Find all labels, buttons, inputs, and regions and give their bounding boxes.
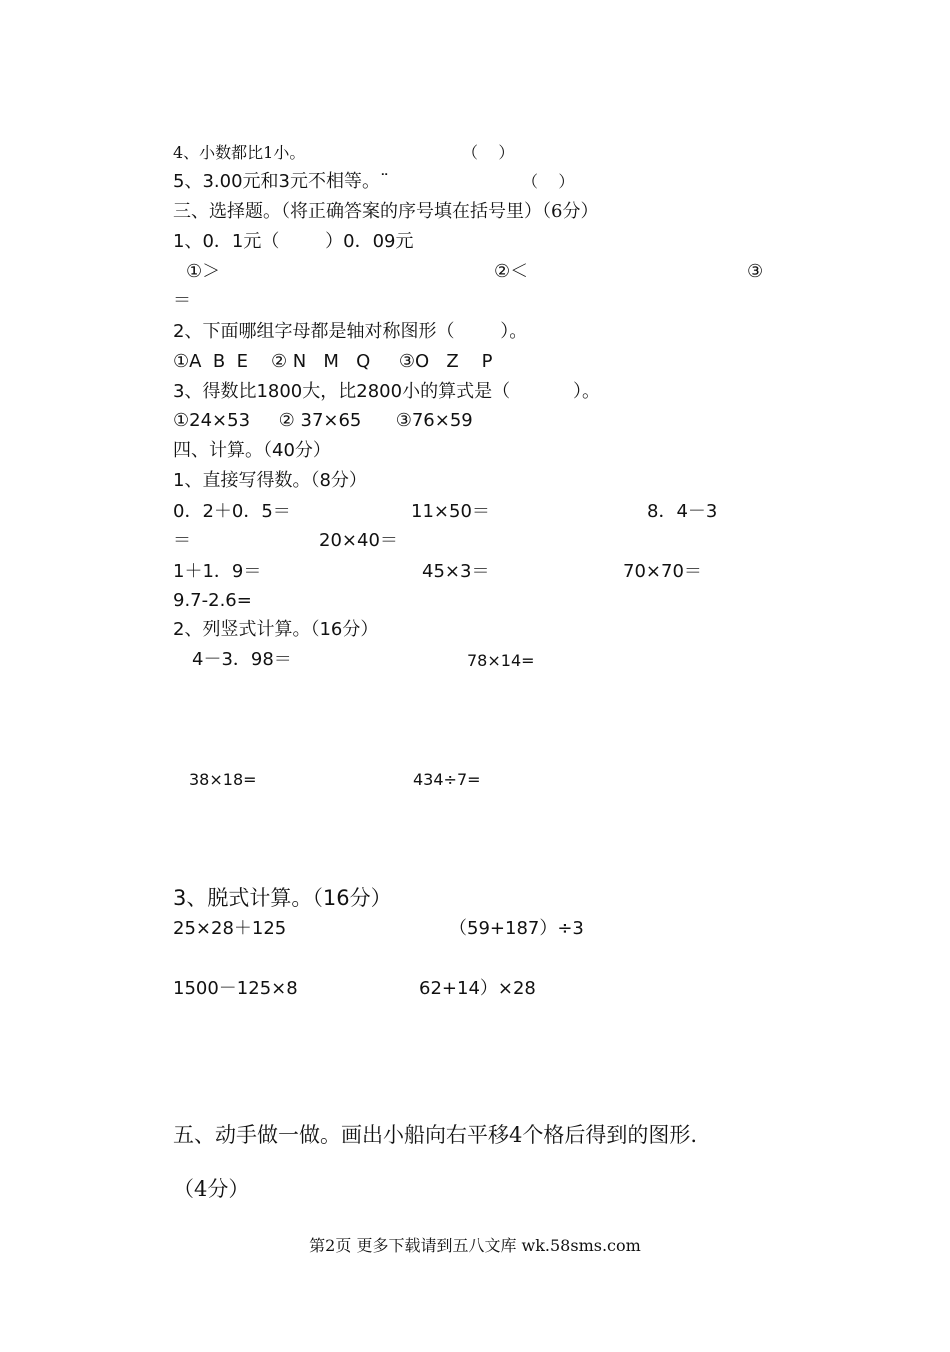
calc-part2-item-d: 434÷7= (413, 770, 481, 789)
choice-question-3: 3、得数比1800大，比2800小的算式是（ ）。 (173, 381, 601, 402)
calc-part2-item-c: 38×18= (189, 770, 257, 789)
choice-q3-options: ①24×53 ② 37×65 ③76×59 (173, 410, 473, 431)
choice-question-1: 1、0．1元（ ）0．09元 (173, 231, 414, 252)
calc-section-heading: 四、计算。（40分） (173, 440, 331, 461)
choice-q1-option-3: ③ (747, 261, 764, 282)
calc-part3-item-c: 1500－125×8 (173, 978, 298, 999)
tf-answer-paren-5: （ ） (522, 172, 575, 191)
calc-part3-item-d: 62+14）×28 (419, 978, 536, 999)
calc-part1-item-b: 11×50＝ (411, 501, 490, 522)
calc-part3-item-b: （59+187）÷3 (449, 918, 584, 939)
tf-question-4: 4、小数都比1小。 (173, 143, 306, 162)
calc-part1-item-f: 45×3＝ (422, 561, 490, 582)
choice-q1-option-2: ②＜ (494, 261, 529, 282)
choice-question-2: 2、下面哪组字母都是轴对称图形（ ）。 (173, 321, 528, 342)
calc-part2-item-b: 78×14= (467, 651, 535, 670)
choice-section-heading: 三、选择题。（将正确答案的序号填在括号里）（6分） (173, 201, 599, 222)
calc-part1-item-a: 0．2＋0．5＝ (173, 501, 291, 522)
tf-question-5: 5、3.00元和3元不相等。¨ (173, 171, 389, 192)
page-footer: 第2页 更多下载请到五八文库 wk.58sms.com (309, 1236, 641, 1255)
choice-q1-option-3-symbol: ＝ (173, 290, 191, 311)
calc-part1-item-c-equals: ＝ (173, 530, 191, 551)
choice-q2-options: ①A B E ② N M Q ③O Z P (173, 351, 493, 372)
calc-part1-item-g: 70×70＝ (623, 561, 702, 582)
tf-answer-paren-4: （ ） (462, 143, 515, 162)
calc-part1-item-e: 1＋1．9＝ (173, 561, 262, 582)
calc-part2-heading: 2、列竖式计算。（16分） (173, 619, 379, 640)
calc-part3-heading: 3、脱式计算。（16分） (173, 886, 392, 910)
calc-part1-item-h: 9.7-2.6= (173, 590, 252, 611)
choice-q1-option-1: ①＞ (186, 261, 221, 282)
calc-part1-heading: 1、直接写得数。（8分） (173, 470, 367, 491)
calc-part2-item-a: 4－3．98＝ (192, 649, 292, 670)
calc-part1-item-c: 8．4－3 (647, 501, 718, 522)
hands-on-heading: 五、动手做一做。画出小船向右平移4个格后得到的图形. (173, 1123, 698, 1147)
calc-part1-item-d: 20×40＝ (319, 530, 398, 551)
hands-on-points: （4分） (173, 1177, 250, 1201)
calc-part3-item-a: 25×28＋125 (173, 918, 287, 939)
